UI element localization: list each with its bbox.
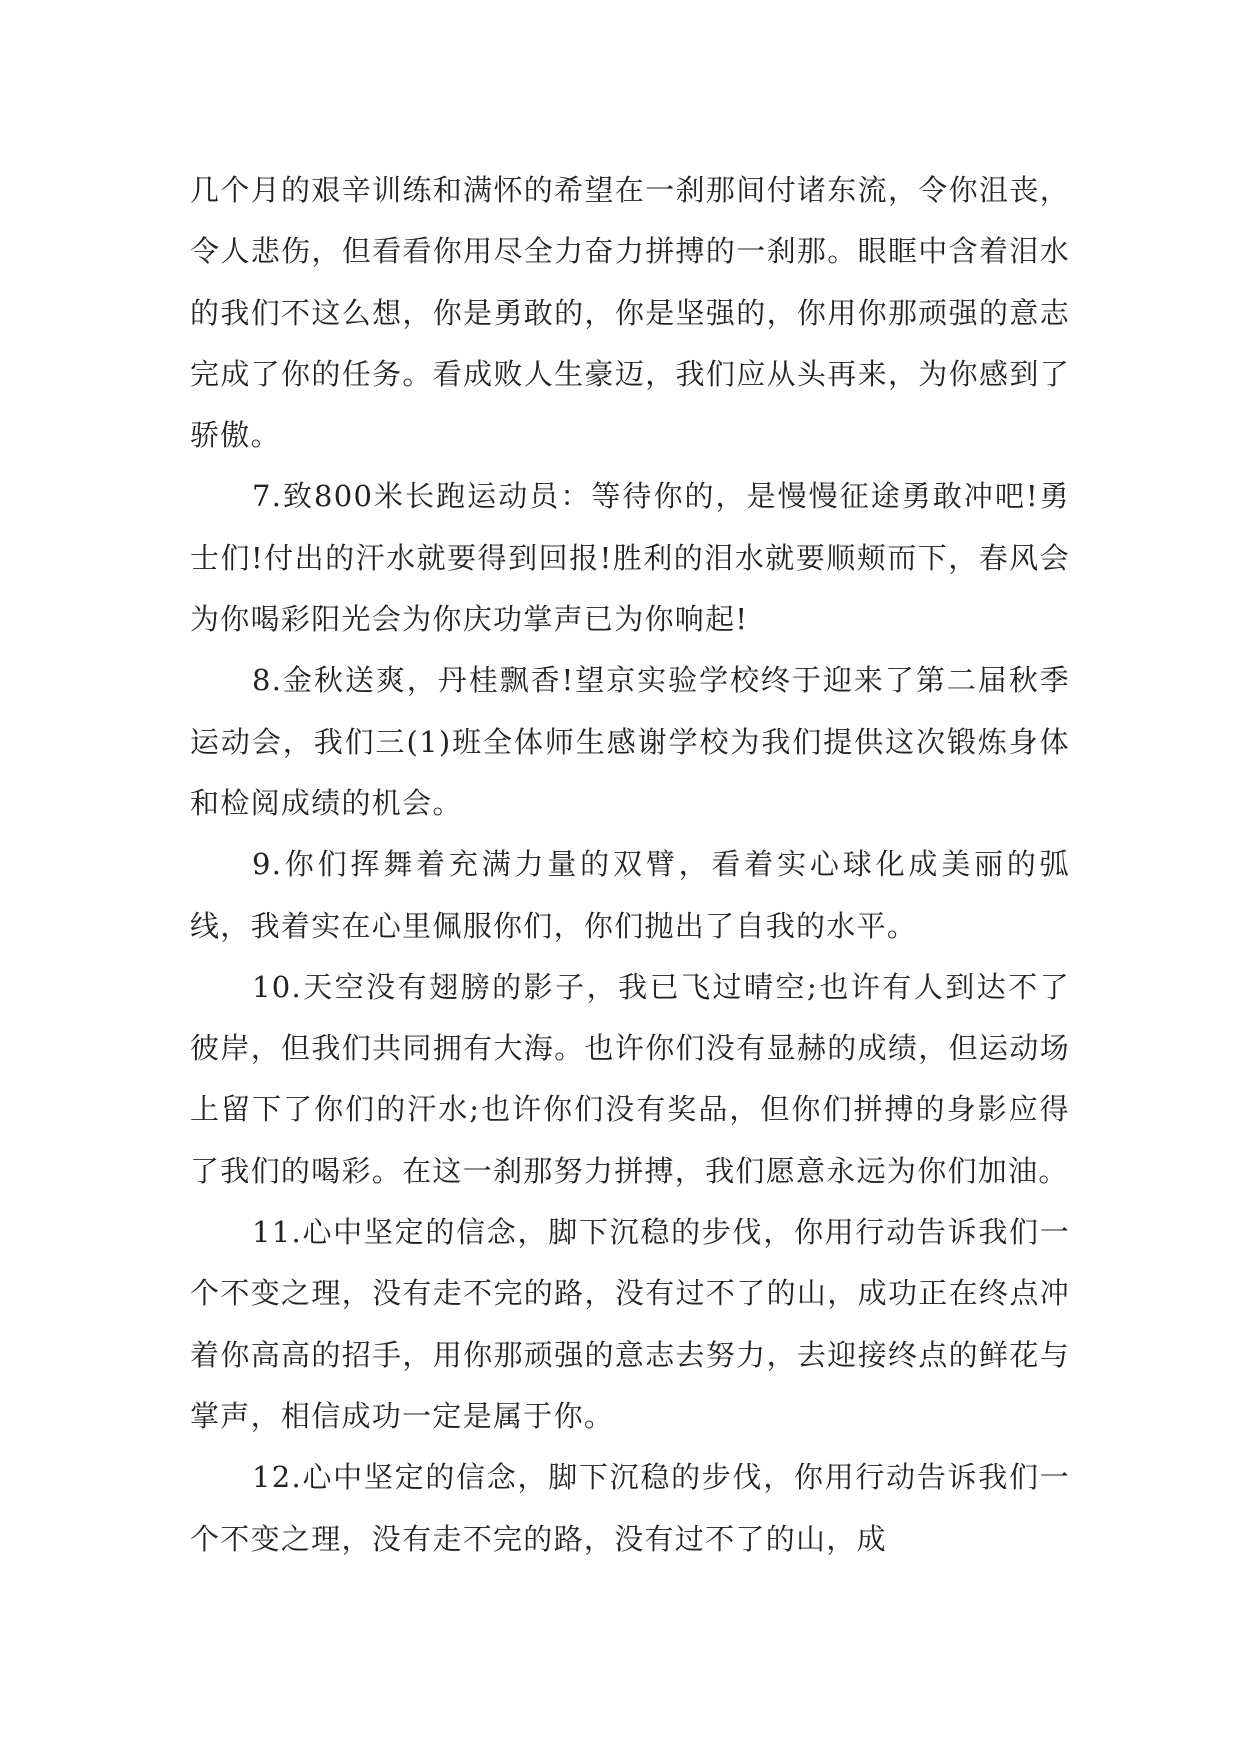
paragraph-item-9: 9.你们挥舞着充满力量的双臂，看着实心球化成美丽的弧线，我着实在心里佩服你们，你们抛出了自我的水平。 — [190, 847, 1070, 943]
paragraph-item-8: 8.金秋送爽，丹桂飘香!望京实验学校终于迎来了第二届秋季运动会，我们三(1)班全体师生感谢学校为我们提供这次锻炼身体和检阅成绩的机会。 — [190, 663, 1070, 820]
paragraph-item-7: 7.致800米长跑运动员：等待你的，是慢慢征途勇敢冲吧!勇士们!付出的汗水就要得到回报!胜利的泪水就要顺颊而下，春风会为你喝彩阳光会为你庆功掌声已为你响起! — [190, 479, 1070, 637]
paragraph-item-10: 10.天空没有翅膀的影子，我已飞过晴空;也许有人到达不了彼岸，但我们共同拥有大海。也许你们没有显赫的成绩，但运动场上留下了你们的汗水;也许你们没有奖品，但你们拼搏的身影应得了我们的喝彩。在这一刹那努力拼搏，我们愿意永远为你们加油。 — [190, 969, 1070, 1188]
paragraph-item-11: 11.心中坚定的信念，脚下沉稳的步伐，你用行动告诉我们一个不变之理，没有走不完的路，没有过不了的山，成功正在终点冲着你高高的招手，用你那顽强的意志去努力，去迎接终点的鲜花与掌声，相信成功一定是属于你。 — [190, 1215, 1070, 1433]
paragraph-continuation: 几个月的艰辛训练和满怀的希望在一刹那间付诸东流，令你沮丧，令人悲伤，但看看你用尽全力奋力拼搏的一刹那。眼眶中含着泪水的我们不这么想，你是勇敢的，你是坚强的，你用你那顽强的意志完成了你的任务。看成败人生豪迈，我们应从头再来，为你感到了骄傲。 — [190, 173, 1070, 453]
document-body — [190, 160, 1070, 1570]
paragraph-item-12: 12.心中坚定的信念，脚下沉稳的步伐，你用行动告诉我们一个不变之理，没有走不完的路，没有过不了的山，成 — [190, 1460, 1070, 1556]
